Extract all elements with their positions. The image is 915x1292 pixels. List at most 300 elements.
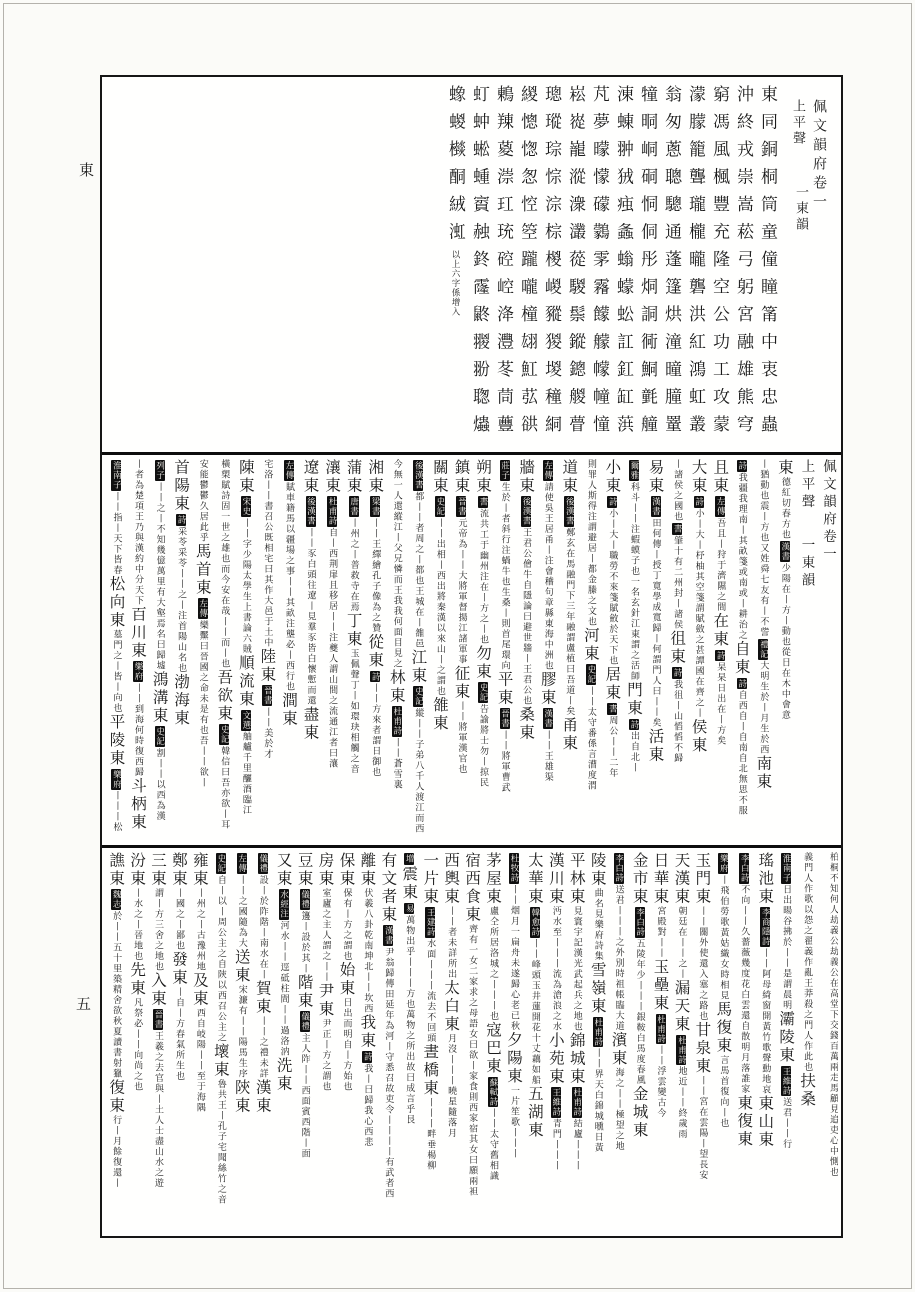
- headword: 平東: [495, 671, 514, 707]
- text-column: [256, 459, 278, 843]
- source-cartouche: 增: [404, 854, 415, 864]
- source-cartouche: 詩: [362, 1052, 373, 1062]
- text-column: [126, 459, 148, 843]
- gloss-text: 丨水之丨晉地也: [132, 888, 143, 962]
- gloss-text: 科斗丨丨注蝦蟆子也一名玄針江東謂之活師: [628, 482, 639, 682]
- gloss-text: 自西自丨自南自北無思不服: [736, 690, 747, 816]
- text-column: [467, 85, 491, 445]
- source-cartouche: 淮南子: [781, 854, 792, 883]
- gloss-text: 小丨大丨杼柚其空箋謂賦斂之甚譚國在齊之丨: [693, 508, 704, 719]
- gloss-text: 賦車籍馬以疆場之事丨丨其畝注壟必丨西行也: [283, 482, 294, 692]
- gloss-text: 今無一人還縱江丨父兄憐而王我我何面目見之: [391, 459, 402, 669]
- headword: 大東: [689, 459, 708, 495]
- source-cartouche: 晉書: [499, 709, 510, 728]
- text-column: [321, 459, 343, 843]
- headword: 有文者東: [379, 852, 398, 924]
- source-cartouche: 儀禮: [299, 890, 310, 909]
- headword: 小苑東: [546, 1032, 565, 1086]
- gloss-text: 丨丨美於才: [262, 707, 273, 760]
- text-column: [252, 852, 273, 1234]
- source-cartouche: 杜甫詩: [327, 497, 338, 526]
- text-column: [579, 459, 601, 843]
- gloss-text: 日出暘谷拂於丨丨是謂晨明: [781, 884, 792, 1011]
- gloss-text: 宅洛丨丨書召公既相宅曰其作大邑于土中: [262, 459, 273, 648]
- text-column: [709, 459, 731, 843]
- gloss-text: 都丨丨者周之丨都也王城在丨雒邑: [413, 491, 424, 649]
- gloss-text: 尹翁歸傳田延年為河丨守悉召故吏令丨丨丨丨有武者西: [383, 947, 394, 1199]
- rhyme-characters: 翁匆蔥聰驄通蓬篷烘潼曈朣罿: [661, 85, 681, 443]
- gloss-text: 我徂丨山慆慆不歸: [672, 679, 683, 764]
- headword: 東: [775, 459, 794, 477]
- headword: 階東: [295, 974, 314, 1010]
- gloss-text: 元帝為丨丨大將軍督揚江諸軍事: [456, 518, 467, 665]
- source-cartouche: 後漢書: [564, 497, 575, 526]
- source-cartouche: 宋史: [240, 497, 251, 516]
- gloss-text: 丨丨之禮未詳: [257, 1016, 268, 1079]
- text-column: [294, 852, 315, 1234]
- text-column: [299, 459, 321, 843]
- gloss-text: 自丨西荆扉且移居丨丨注夔人謂山間之流通江者曰瀼: [327, 527, 338, 769]
- source-cartouche: 詩: [715, 650, 726, 660]
- text-column: [385, 459, 407, 843]
- gloss-text: 義門人作歌以怨之翟義作亂王莽殺之門人作此也: [802, 852, 813, 1073]
- gloss-text: 丨州之丨普救寺在焉: [348, 518, 359, 613]
- source-cartouche: 左傳: [236, 854, 247, 873]
- gloss-text: 尹正丨方之謂也: [320, 1018, 331, 1092]
- gloss-text: 海之丨丨極望之地: [613, 1067, 624, 1152]
- gloss-text: 丨丨阿母綺窗開黃竹歌聲動地哀: [760, 948, 771, 1095]
- source-cartouche: 漢書: [542, 709, 553, 728]
- headword: 譙東: [107, 852, 126, 888]
- source-cartouche: 書: [672, 524, 683, 534]
- page-number: 五: [76, 995, 92, 1013]
- band-header: 佩文韻府卷一: [820, 459, 836, 564]
- text-column: [566, 852, 587, 1234]
- text-column: [461, 852, 482, 1234]
- headword: 勿東: [474, 645, 492, 681]
- headword: 馬首東: [193, 543, 212, 597]
- source-cartouche: 後漢書: [305, 497, 316, 526]
- text-column: [536, 459, 558, 843]
- headword: 東復東: [735, 1094, 754, 1149]
- gloss-text: 設丨於阼階丨南水在丨: [257, 875, 268, 980]
- text-column: [450, 459, 472, 843]
- headword: 玉壘東: [651, 958, 670, 1013]
- gloss-text: 田何傳丨授丁寬學成寬歸丨何謂門人曰丨丨矣: [650, 518, 661, 728]
- headword: 關東: [430, 459, 449, 495]
- headword: 牆東: [517, 459, 536, 495]
- source-cartouche: 水經注: [278, 890, 289, 919]
- text-column: [817, 852, 838, 1234]
- text-column: [671, 852, 692, 1234]
- gloss-text: 保有丨方之謂也: [341, 888, 352, 962]
- source-cartouche: 杜甫詩: [571, 1088, 582, 1117]
- headword: 蒲東: [344, 459, 363, 495]
- headword: 侯東: [689, 718, 708, 755]
- gloss-text: 丨丨丨松: [111, 790, 122, 833]
- rhyme-character-band: [102, 77, 841, 452]
- text-column: [659, 85, 683, 445]
- text-column: [608, 852, 629, 1234]
- source-cartouche: 杜甫詩: [391, 707, 402, 736]
- headword: 平林東: [567, 852, 586, 906]
- text-column: [539, 85, 563, 445]
- text-column: [168, 852, 189, 1234]
- source-cartouche: 詩: [672, 668, 683, 678]
- text-column: [755, 85, 779, 445]
- headword: 陝東: [232, 1079, 251, 1115]
- source-cartouche: 莊子: [499, 461, 510, 480]
- headword: 雪嶺東: [588, 961, 607, 1016]
- gloss-text: 玉佩聲丁丨如環玦相觸之音: [348, 648, 359, 775]
- gloss-text: 曲名見樂府詩集: [592, 888, 603, 962]
- headword: 西輿東: [442, 852, 461, 906]
- gloss-text: 盧仝所居洛城之丨丨丨也: [488, 906, 498, 1022]
- rhyme-characters: 虰蚛蜙蝩賨赨鉖霳鼨翪翂聦爞: [469, 85, 489, 443]
- headword: 金城東: [630, 1085, 649, 1140]
- gloss-text: 丨丨浮雲變古今: [655, 1045, 666, 1119]
- headword: 一片東: [421, 852, 440, 906]
- gloss-text: 丨丨丨畔垂楊柳: [425, 1097, 436, 1171]
- gloss-text: 韓信曰吾亦欲丨耳: [219, 746, 230, 830]
- source-cartouche: 書: [607, 704, 618, 714]
- gloss-text: 則罪人斯得注謂避居丨都金縢之文也: [585, 459, 596, 627]
- gloss-text: 丨丨豕白頭往遼丨見羣豕皆白懷慙而還: [305, 527, 316, 706]
- text-column: [644, 459, 666, 843]
- headword: 五湖東: [525, 1085, 544, 1140]
- gloss-text: 謂丨方三舍之地也: [153, 888, 163, 972]
- text-column: [587, 85, 611, 445]
- gloss-text: 西自岐陽丨丨至于海隅: [194, 1008, 205, 1113]
- source-cartouche: 詩: [176, 515, 187, 525]
- headword: 林東: [387, 669, 406, 705]
- source-cartouche: 晉書: [153, 1010, 163, 1029]
- text-column: [234, 459, 256, 843]
- headword: 錦城東: [567, 1032, 586, 1086]
- gloss-text: 丨丨太守番係言漕度渭: [585, 686, 596, 791]
- headword: 丁東: [344, 612, 363, 649]
- text-column: [148, 459, 170, 843]
- headword: 河東: [581, 627, 600, 663]
- rhyme-characters: 崧嵸巃漎潨灇蓯騣鬃鏦鏓艐瞢: [565, 85, 585, 443]
- gloss-text: 丨丨界天白錦城曛日黃: [592, 1048, 603, 1153]
- text-column: [273, 852, 294, 1234]
- headword: 復東: [107, 1079, 126, 1115]
- gloss-text: 一片笙歌丨丨丨: [508, 1085, 519, 1159]
- text-column: [191, 459, 213, 843]
- source-cartouche: 漢書: [383, 926, 394, 945]
- source-cartouche: 後漢書: [413, 461, 424, 490]
- source-cartouche: 晉書: [456, 497, 467, 516]
- headword: 晝橋東: [421, 1043, 440, 1098]
- gloss-text: 丨丨蒼雪裏: [391, 737, 402, 790]
- headword: 豆東: [295, 852, 314, 888]
- text-column: [147, 852, 168, 1234]
- source-cartouche: 儀禮: [299, 1012, 310, 1031]
- source-cartouche: 儀禮: [257, 854, 268, 873]
- text-column: [754, 852, 775, 1234]
- text-column: [683, 85, 707, 445]
- source-cartouche: 詩: [370, 671, 381, 681]
- headword: 江東: [409, 649, 428, 685]
- source-cartouche: 詩: [736, 678, 747, 688]
- gloss-text: 於丨丨五十里築精舍欲秋夏讀書射獵: [111, 911, 122, 1079]
- headword: 湘東: [366, 459, 385, 495]
- headword: 順流東: [236, 654, 255, 709]
- rhyme-characters: 濛朦籠聾瓏櫳曨礱洪紅鴻虹叢: [685, 85, 705, 443]
- source-cartouche: 爾雅: [628, 461, 639, 480]
- rhyme-characters: 涷蝀翀狨痋螽螉蠓蚣訌釭缸葓: [613, 85, 633, 443]
- source-cartouche: 韓愈詩: [529, 908, 540, 937]
- headword: 又東: [274, 852, 293, 888]
- text-column: [629, 852, 650, 1234]
- headword: 遼東: [301, 459, 320, 495]
- source-cartouche: 左傳: [542, 461, 553, 480]
- entry-columns-lower: [105, 852, 838, 1234]
- text-column: [730, 459, 752, 843]
- entries-band-lower: [102, 845, 841, 1236]
- text-column: [515, 459, 537, 843]
- headword: 漢川東: [546, 852, 565, 906]
- text-column: [440, 852, 461, 1234]
- headword: 陸東: [258, 648, 277, 684]
- gloss-text: 結廬丨丨丨: [571, 1118, 582, 1171]
- gloss-text: 安能鬱鬱久居此乎: [197, 459, 208, 543]
- text-column: [356, 852, 377, 1234]
- text-column: [336, 852, 357, 1234]
- text-column: [796, 852, 817, 1234]
- band-header: 一東韻: [798, 537, 815, 590]
- text-column: [364, 459, 386, 843]
- text-column: [482, 852, 503, 1234]
- source-cartouche: 易: [404, 903, 415, 913]
- text-column: [443, 85, 467, 445]
- source-cartouche: 左傳: [197, 599, 208, 618]
- headword: 小東: [603, 459, 622, 495]
- text-column: [611, 85, 635, 445]
- entries-band-upper: [102, 452, 841, 845]
- text-column: [231, 852, 252, 1234]
- source-cartouche: 詩: [736, 461, 747, 471]
- gloss-text: 請使吳王居甬丨注會稽句章縣東海中洲也: [542, 482, 553, 671]
- headword: 雍東: [190, 852, 209, 888]
- gloss-text: 丨丨關外使還入塞之路也: [697, 906, 708, 1022]
- headword: 自東: [732, 640, 751, 677]
- text-column: [524, 852, 545, 1234]
- source-cartouche: 左傳: [715, 497, 726, 516]
- text-column: [733, 852, 754, 1234]
- gloss-text: 丨丨宮在雲陽丨望長安: [697, 1075, 708, 1181]
- rhyme-characters: 緵憁愡怱悾箜躘嚨橦翃魟苰谼: [517, 85, 537, 443]
- headword: 太華東: [525, 852, 544, 906]
- source-cartouche: 漢書: [650, 497, 661, 516]
- rhyme-characters: 芃夢曚懞礞鸏雺霿饛艨幪幢憧: [589, 85, 609, 443]
- gloss-text: 魯共王丨孔子宅聞絲竹之音: [215, 1079, 226, 1205]
- gloss-text: 室廬之主人謂之丨丨: [320, 888, 331, 983]
- source-cartouche: 杜牧詩: [508, 854, 519, 883]
- source-cartouche: 唐書: [348, 497, 359, 516]
- source-cartouche: 王維詩: [781, 1066, 792, 1095]
- gloss-text: 丨丨之丨不知幾億萬里有大壑焉名曰歸墟: [154, 482, 165, 671]
- source-cartouche: 史記: [413, 687, 424, 706]
- source-cartouche: 文選: [240, 710, 251, 730]
- gloss-text: 月沒丨丨丨曉星隨落月: [446, 1033, 457, 1139]
- source-cartouche: 史記: [585, 665, 596, 684]
- text-column: [210, 852, 231, 1234]
- gloss-text: 不向丨丨久薔薇幾度花白雲還自散明月落誰家: [739, 884, 750, 1095]
- source-cartouche: 梁書: [370, 497, 381, 516]
- headword: 盡東: [301, 706, 320, 742]
- text-column: [105, 459, 127, 843]
- gloss-text: 小丨大丨職勞不來箋賦斂於天下也: [607, 508, 618, 666]
- source-cartouche: 杜甫詩: [676, 1035, 687, 1064]
- text-column: [515, 85, 539, 445]
- source-cartouche: 樂府: [133, 662, 143, 681]
- text-column: [650, 852, 671, 1234]
- headword: 震東: [400, 865, 419, 902]
- text-column: [419, 852, 440, 1234]
- gloss-text: 伏羲八卦乾南坤北丨丨坎西: [362, 888, 373, 1014]
- text-column: [691, 852, 712, 1234]
- gloss-text: 丨者為楚項王乃與漢約中分天下: [133, 459, 143, 606]
- gloss-text: 丨丨太守舊相識: [488, 1108, 498, 1182]
- source-cartouche: 王建詩: [425, 908, 436, 937]
- headword: 送東: [232, 948, 251, 985]
- headword: 澗東: [279, 692, 298, 728]
- gloss-text: 丨丨烟月一扁舟未遂歸心老已秋: [508, 884, 519, 1032]
- headword: 入東: [149, 972, 167, 1008]
- gloss-text: 橫槊賦詩固一世之雄也而今安在哉丨丨而丨也: [219, 459, 230, 669]
- headword: 松向東: [107, 575, 126, 630]
- headword: 寇巴東: [484, 1021, 502, 1076]
- text-column: [816, 459, 838, 843]
- gloss-text: 水面丨丨丨流去不回頭: [425, 938, 436, 1044]
- text-column: [775, 852, 796, 1234]
- source-cartouche: 詩: [607, 497, 618, 507]
- gloss-text: 丨諸侯之國也: [672, 459, 683, 522]
- gloss-text: 丨丨王繹繪孔子像為之贊: [370, 518, 381, 634]
- headword: 南東: [754, 755, 773, 791]
- source-cartouche: 杜甫詩: [592, 1017, 603, 1046]
- spine-title-char: 東: [77, 162, 95, 183]
- gloss-text: 杲杲日出在丨方矣: [715, 662, 726, 746]
- headword: 瑤池東: [756, 852, 775, 906]
- headword: 征東: [452, 665, 471, 701]
- text-column: [773, 459, 795, 843]
- gloss-text: 沔水至丨丨丨流為滄浪之水: [550, 906, 561, 1032]
- text-column: [635, 85, 659, 445]
- headword: 夕陽東: [504, 1031, 523, 1086]
- headword: 濱東: [609, 1031, 628, 1068]
- gloss-text: 告諭將士勿丨掠民: [478, 704, 488, 788]
- source-cartouche: 杜甫詩: [655, 1014, 666, 1043]
- gloss-text: 我疆我理南丨其畝箋或南或丨耕治之: [736, 472, 747, 641]
- gloss-text: 朝廷在丨丨之丨: [676, 906, 687, 980]
- gloss-text: 丨州之丨古豫州地: [194, 888, 205, 972]
- gloss-text: 齊有一女二家求之母語女曰欲丨家食則西家宿其女曰願兩袒: [467, 924, 478, 1197]
- gloss-text: 丨自丨方春氣所生也: [173, 987, 184, 1082]
- headword: 陵東: [588, 852, 607, 888]
- headword: 三東: [149, 852, 167, 888]
- text-column: [712, 852, 733, 1234]
- gloss-text: 日出而明自丨方始也: [341, 997, 352, 1092]
- gloss-text: 宮殿對丨丨: [655, 906, 666, 959]
- headword: 活東: [646, 728, 665, 764]
- headword: 甬東: [560, 716, 579, 753]
- gloss-text: 丨丨之國隨為大: [236, 875, 247, 949]
- text-column: [545, 852, 566, 1234]
- text-column: [731, 85, 755, 445]
- source-cartouche: 禮記: [758, 639, 769, 659]
- source-cartouche: 詩: [693, 497, 704, 507]
- text-column: [277, 459, 299, 843]
- headword: 馬復東: [714, 1001, 733, 1055]
- gloss-text: 河水丨丨逕砥柱間丨丨過洛汭: [278, 920, 289, 1057]
- headword: 汾東: [128, 852, 147, 888]
- text-column: [622, 459, 644, 843]
- text-column: [315, 852, 336, 1234]
- headword: 斗柄東: [129, 777, 147, 832]
- headword: 朔東: [474, 459, 492, 495]
- headword: 門東: [624, 681, 643, 718]
- gloss-text: 生於丨者斜行注蝸牛也生桑丨則首尾環向: [499, 482, 510, 671]
- text-frame: [100, 75, 843, 1238]
- source-cartouche: 淮南子: [111, 461, 122, 490]
- gloss-text: 丨丨將軍漢官也: [456, 701, 467, 775]
- text-column: [795, 459, 817, 843]
- gloss-text: 五陵年少丨丨丨銀鞍白馬度春風: [634, 938, 645, 1086]
- gloss-text: 丨丨王雄渠: [542, 730, 553, 783]
- headword: 平陵東: [107, 713, 126, 768]
- headword: 東山東: [756, 1095, 775, 1149]
- rhyme-characters: 東同銅桐筒童僮瞳筩中衷忠蟲: [757, 85, 777, 443]
- headword: 太白東: [442, 979, 461, 1034]
- entry-columns-upper: [105, 459, 838, 843]
- gloss-text: 割丨丨以西為漢: [154, 748, 165, 822]
- headword: 壞東: [211, 1043, 230, 1079]
- source-cartouche: 左傳: [283, 461, 294, 480]
- rhyme-characters: 鶇䍶葼漴玒珫硿崆洚灃苳茼蘴: [493, 85, 513, 443]
- headword: 漏天東: [672, 979, 691, 1034]
- text-column: [752, 459, 774, 843]
- headword: 在東: [711, 612, 730, 649]
- headword: 陳東: [236, 459, 255, 495]
- text-column: [342, 459, 364, 843]
- text-column: [687, 459, 709, 843]
- gloss-text: 地近丨丨終歲雨: [676, 1066, 687, 1140]
- headword: 渤海東: [172, 673, 191, 728]
- text-column: [563, 85, 587, 445]
- gloss-text: 凡祭必丨丨向尚之也: [132, 997, 143, 1092]
- gloss-text: 墓門之丨皆丨向也: [111, 629, 122, 714]
- gloss-text: 大明生於丨月生於西: [758, 660, 769, 755]
- band-title: 佩文韻府卷一: [811, 99, 827, 213]
- text-column: [666, 459, 688, 843]
- source-cartouche: 李白詩: [739, 854, 750, 883]
- gloss-text: 出自北丨: [628, 731, 639, 773]
- band-header: 上平聲: [798, 459, 815, 512]
- headword: 徂東: [668, 630, 687, 666]
- gloss-text: 吾且丨狩于濟隰之間: [715, 518, 726, 613]
- source-cartouche: 樂府: [111, 769, 122, 789]
- gloss-text: 流共工于幽州注在丨方之丨也: [478, 508, 488, 645]
- headword: 百川東: [129, 606, 147, 660]
- gloss-text: 肇十有二州封丨諸侯: [672, 535, 683, 630]
- headword: 發東: [169, 951, 188, 987]
- tone-label: 上平聲: [790, 99, 805, 147]
- gloss-text: 舳艫千里釃酒臨江: [240, 731, 251, 816]
- gloss-text: 青門丨丨丨: [550, 1118, 561, 1171]
